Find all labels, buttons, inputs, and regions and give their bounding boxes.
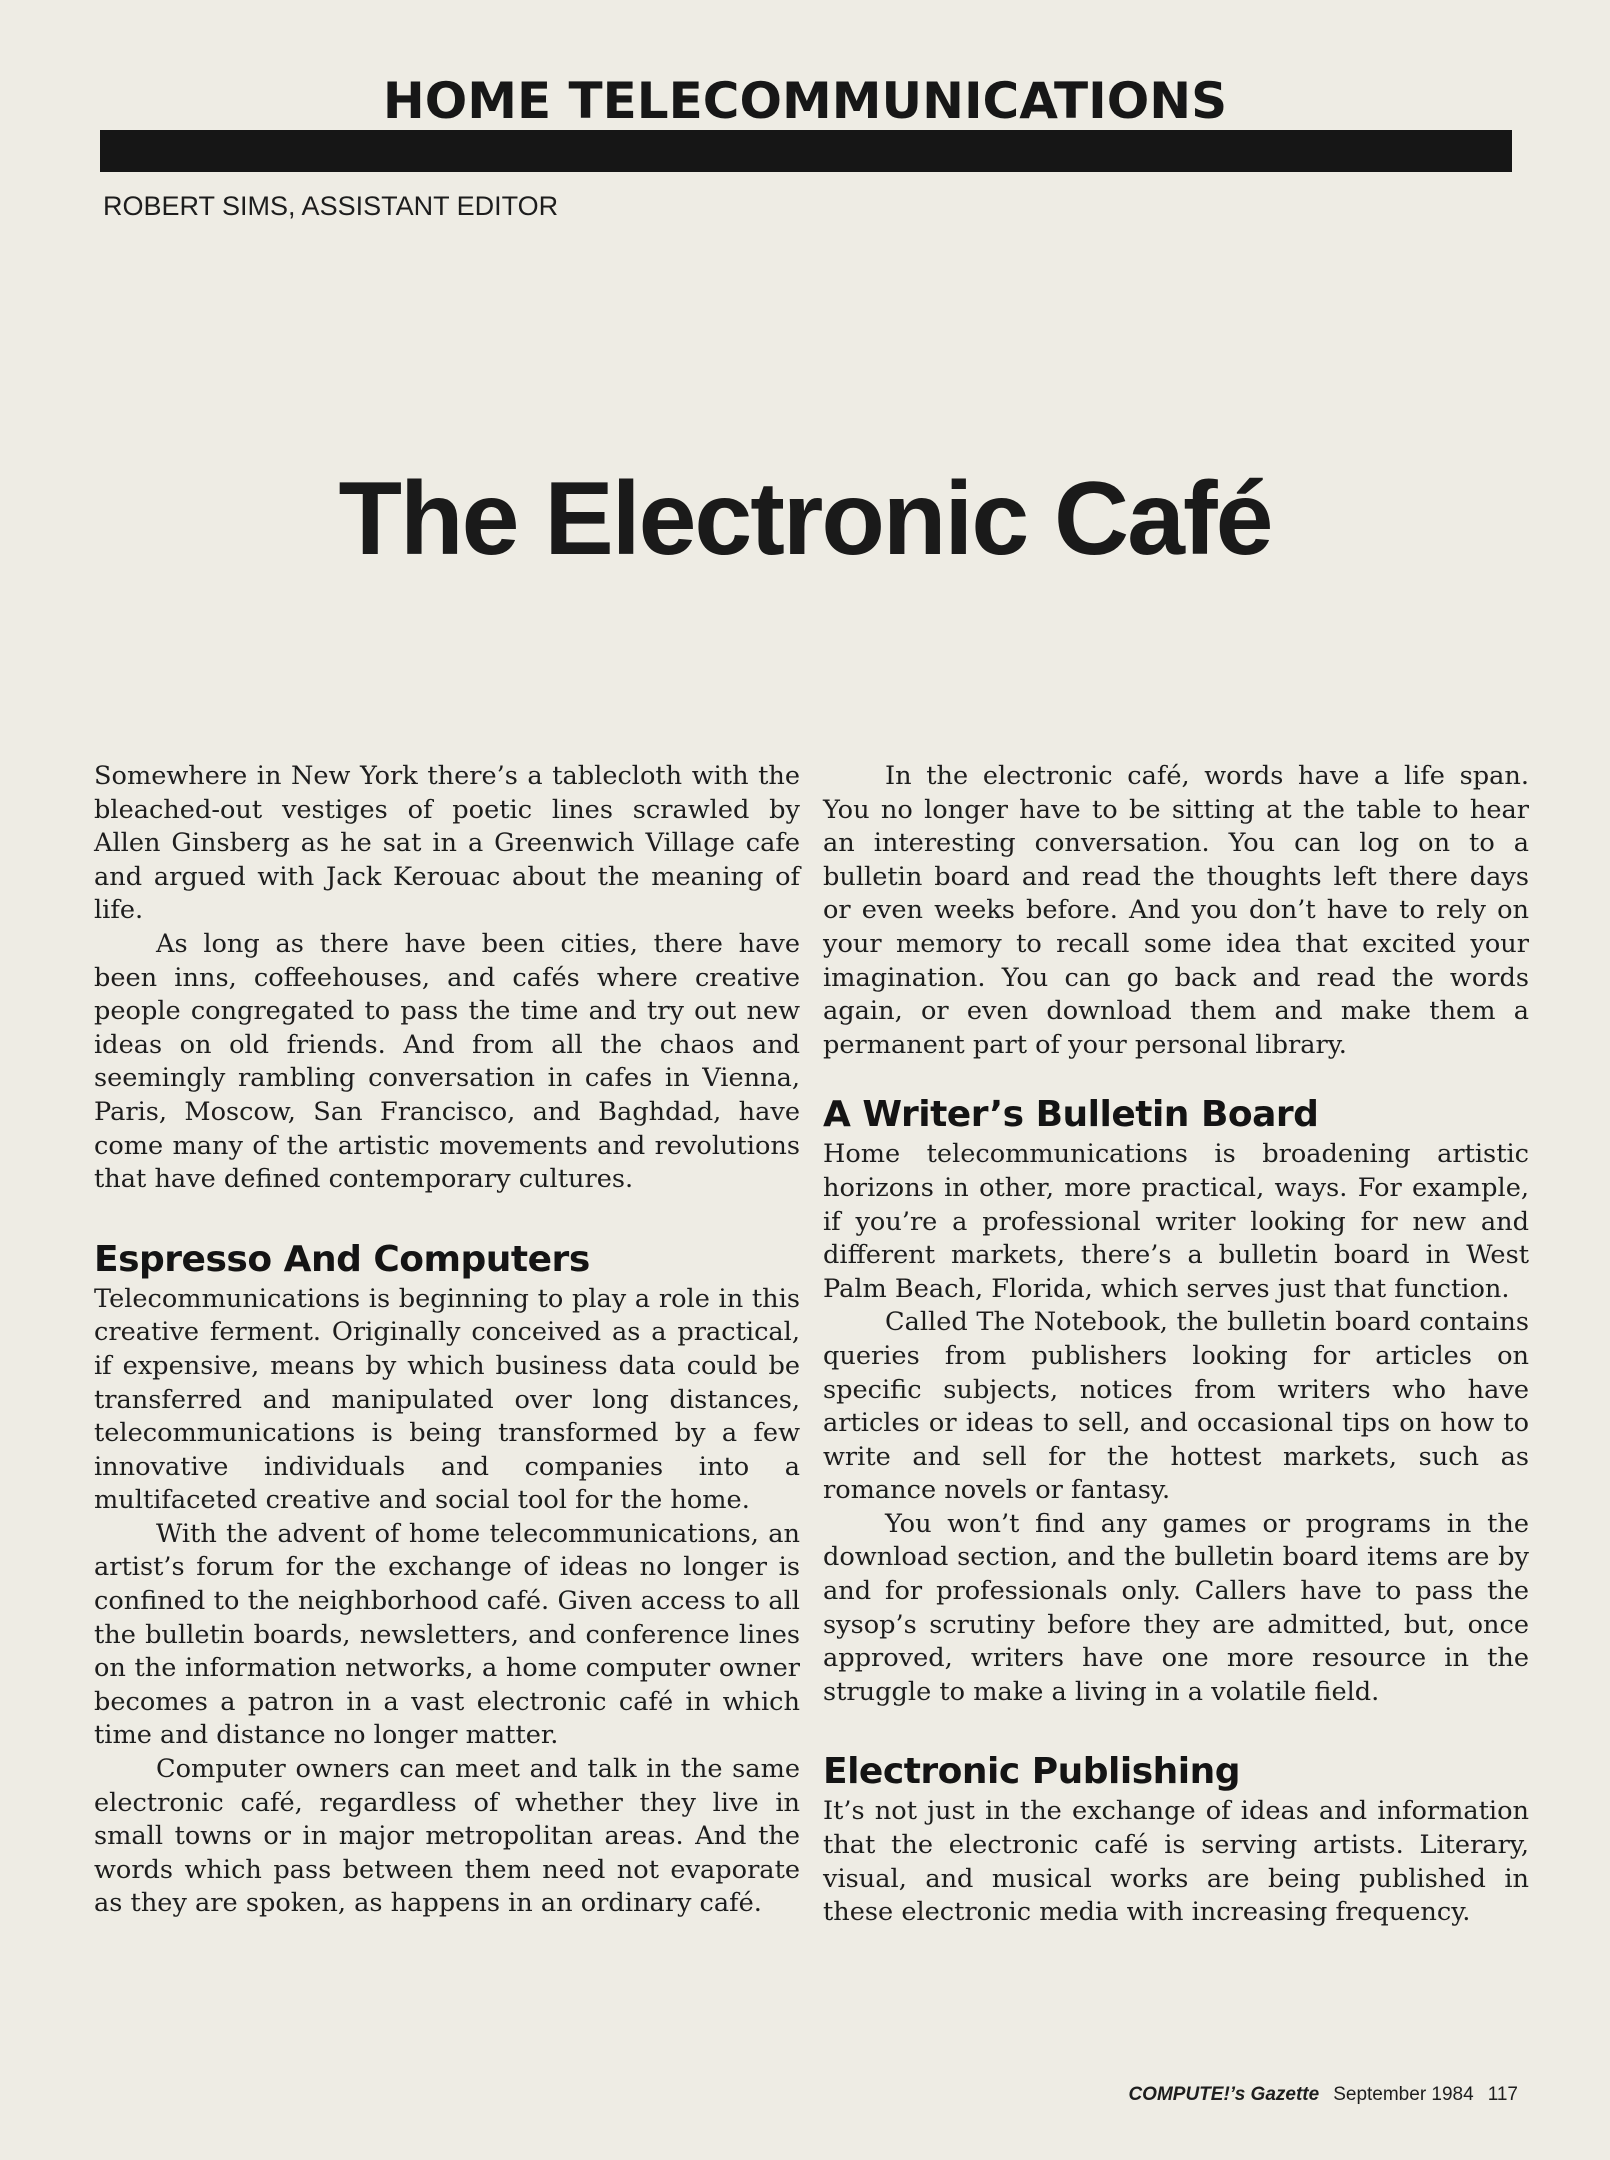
byline: ROBERT SIMS, ASSISTANT EDITOR <box>103 191 559 221</box>
paragraph: Telecommunications is beginning to play a role in this creative ferment. Originally conceived as a practical, if expensive, means by which business data could be transferred and manipulated over long distances, telecommunications is being transformed by a few innovative individuals and companies into a multifaceted creative and social tool for the home. <box>94 1283 800 1516</box>
article-title: The Electronic Café <box>338 461 1272 577</box>
paragraph: You won’t find any games or programs in the download section, and the bulletin board items are by and for professionals only. Callers have to pass the sysop’s scrutiny before they are admitted, but, once approved, writers have one more resource in the struggle to make a living in a volatile field. <box>823 1508 1529 1707</box>
section-title: HOME TELECOMMUNICATIONS <box>382 72 1228 130</box>
paragraph: With the advent of home telecommunications, an artist’s forum for the exchange of ideas no longer is confined to the neighborhood café. Given access to all the bulletin boards, newsletters, and conference lines on the information networks, a home computer owner becomes a patron in a vast electronic café in which time and distance no longer matter. <box>94 1518 800 1751</box>
page-number: 117 <box>1487 2084 1518 2105</box>
right-column <box>823 760 1529 1930</box>
paragraph: Computer owners can meet and talk in the same electronic café, regardless of whether they live in small towns or in major metropolitan areas. And the words which pass between them need not evaporate as they are spoken, as happens in an ordinary café. <box>94 1754 800 1919</box>
paragraph: In the electronic café, words have a life span. You no longer have to be sitting at the table to hear an interesting conversation. You can log on to a bulletin board and read the thoughts left there days or even weeks before. And you don’t have to rely on your memory to recall some idea that excited your imagination. You can go back and read the words again, or even download them and make them a permanent part of your personal library. <box>823 761 1529 1060</box>
page-footer <box>1128 2084 1518 2106</box>
subheading: A Writer’s Bulletin Board <box>823 1094 1319 1136</box>
magazine-name: COMPUTE!’s Gazette <box>1128 2084 1320 2105</box>
paragraph: It’s not just in the exchange of ideas and information that the electronic café is serving artists. Literary, visual, and musical works are being published in these electronic media with increasing frequency. <box>823 1796 1529 1928</box>
subheading: Electronic Publishing <box>823 1751 1240 1793</box>
left-column <box>94 760 800 1921</box>
issue-date: September 1984 <box>1333 2084 1474 2105</box>
paragraph: As long as there have been cities, there have been inns, coffeehouses, and cafés where creative people congregated to pass the time and try out new ideas on old friends. And from all the chaos and seemingly rambling conversation in cafes in Vienna, Paris, Moscow, San Francisco, and Baghdad, have come many of the artistic movements and revolutions that have defined contemporary cultures. <box>94 928 800 1195</box>
paragraph: Somewhere in New York there’s a tablecloth with the bleached-out vestiges of poetic lines scrawled by Allen Ginsberg as he sat in a Greenwich Village cafe and argued with Jack Kerouac about the meaning of life. <box>94 761 800 926</box>
paragraph: Home telecommunications is broadening artistic horizons in other, more practical, ways. For example, if you’re a professional writer looking for new and different markets, there’s a bulletin board in West Palm Beach, Florida, which serves just that function. <box>823 1139 1529 1304</box>
section-divider-bar <box>100 130 1512 172</box>
subheading: Espresso And Computers <box>94 1238 590 1280</box>
paragraph: Called The Notebook, the bulletin board contains queries from publishers looking for articles on specific subjects, notices from writers who have articles or ideas to sell, and occasional tips on how to write and sell for the hottest markets, such as romance novels or fantasy. <box>823 1307 1529 1506</box>
